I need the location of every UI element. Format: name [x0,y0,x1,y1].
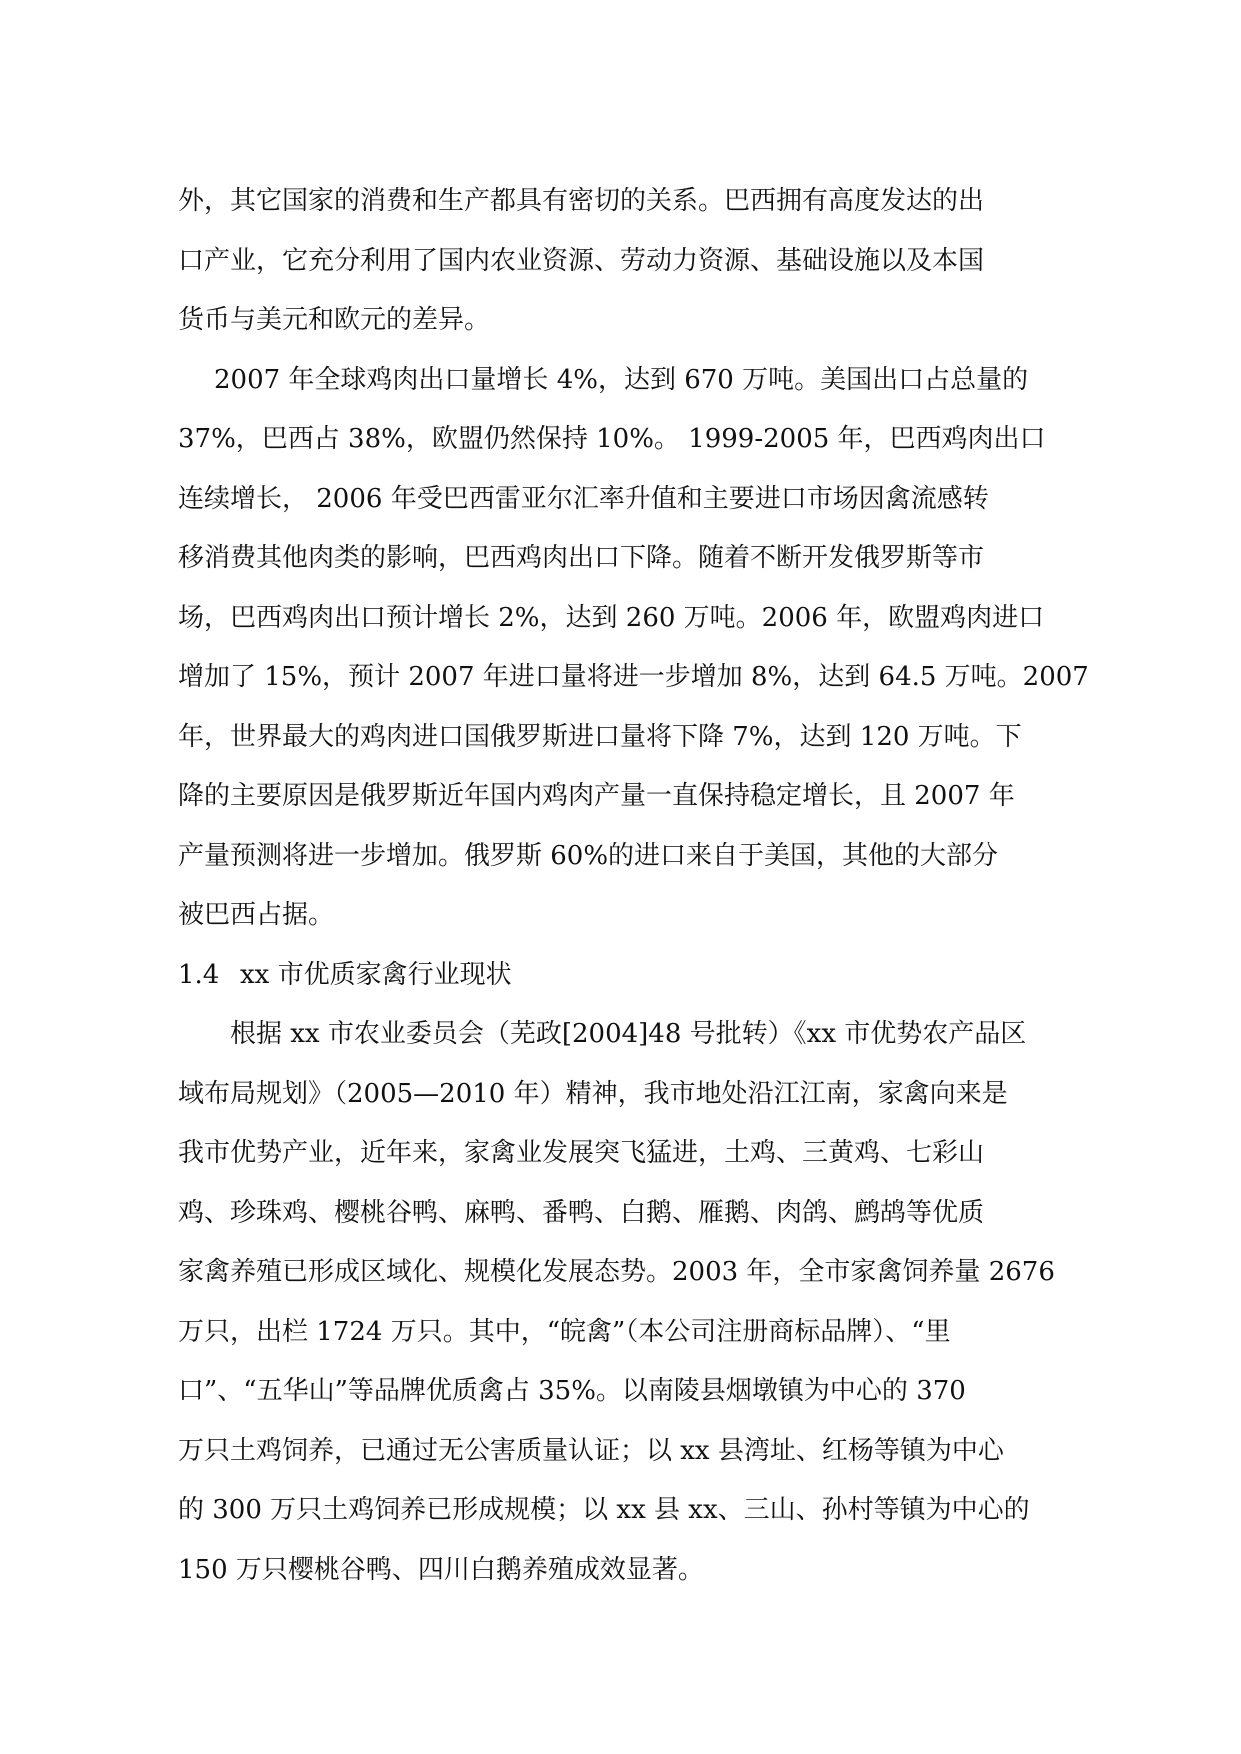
text-line: 鸡、珍珠鸡、樱桃谷鸭、麻鸭、番鸭、白鹅、雁鹅、肉鸽、鹧鸪等优质 [178,1197,985,1228]
text-line: 37%，巴西占 38%，欧盟仍然保持 10%。 1999-2005 年，巴西鸡肉出口 [178,424,1046,454]
text-line: 场，巴西鸡肉出口预计增长 2%，达到 260 万吨。2006 年，欧盟鸡肉进口 [178,602,1045,633]
paragraph-global-chicken-exports [178,351,1089,946]
text-line: 万只土鸡饲养，已通过无公害质量认证；以 xx 县湾址、红杨等镇为中心 [178,1435,1004,1466]
text-line: 被巴西占据。 [178,900,335,930]
section-heading [178,946,1082,1006]
text-line: 连续增长， 2006 年受巴西雷亚尔汇率升值和主要进口市场因禽流感转 [178,483,989,514]
text-line: 口产业，它充分利用了国内农业资源、劳动力资源、基础设施以及本国 [178,245,985,276]
section-number: 1.4 [178,959,220,990]
text-line: 年，世界最大的鸡肉进口国俄罗斯进口量将下降 7%，达到 120 万吨。下 [178,721,1022,752]
text-line: 增加了 15%，预计 2007 年进口量将进一步增加 8%，达到 64.5 万吨。2007 [178,662,1089,692]
text-line: 移消费其他肉类的影响，巴西鸡肉出口下降。随着不断开发俄罗斯等市 [178,543,985,573]
section-title: xx 市优质家禽行业现状 [240,959,512,990]
text-line: 口”、“五华山”等品牌优质禽占 35%。以南陵县烟墩镇为中心的 370 [178,1376,966,1406]
text-line: 家禽养殖已形成区域化、规模化发展态势。2003 年，全市家禽饲养量 2676 [178,1257,1055,1287]
paragraph-local-poultry-status [178,1005,1082,1600]
text-line: 我市优势产业，近年来，家禽业发展突飞猛进，土鸡、三黄鸡、七彩山 [178,1138,985,1168]
document-body [178,172,1089,1600]
text-line: 万只，出栏 1724 万只。其中，“皖禽”（本公司注册商标品牌）、“里 [178,1316,951,1347]
text-line: 产量预测将进一步增加。俄罗斯 60%的进口来自于美国，其他的大部分 [178,840,999,871]
text-line: 外，其它国家的消费和生产都具有密切的关系。巴西拥有高度发达的出 [178,186,985,216]
text-line: 的 300 万只土鸡饲养已形成规模；以 xx 县 xx、三山、孙村等镇为中心的 [178,1495,1030,1525]
text-line: 150 万只樱桃谷鸭、四川白鹅养殖成效显著。 [178,1554,704,1585]
text-line: 域布局规划》（2005—2010 年）精神，我市地处沿江江南，家禽向来是 [178,1078,1008,1109]
text-line: 根据 xx 市农业委员会（芜政[2004]48 号批转）《xx 市优势农产品区 [230,1019,1027,1049]
text-line: 货币与美元和欧元的差异。 [178,305,491,335]
text-line: 降的主要原因是俄罗斯近年国内鸡肉产量一直保持稳定增长，且 2007 年 [178,781,1015,811]
text-line: 2007 年全球鸡肉出口量增长 4%，达到 670 万吨。美国出口占总量的 [214,364,1029,395]
paragraph-brazil-export-industry [178,172,1082,351]
